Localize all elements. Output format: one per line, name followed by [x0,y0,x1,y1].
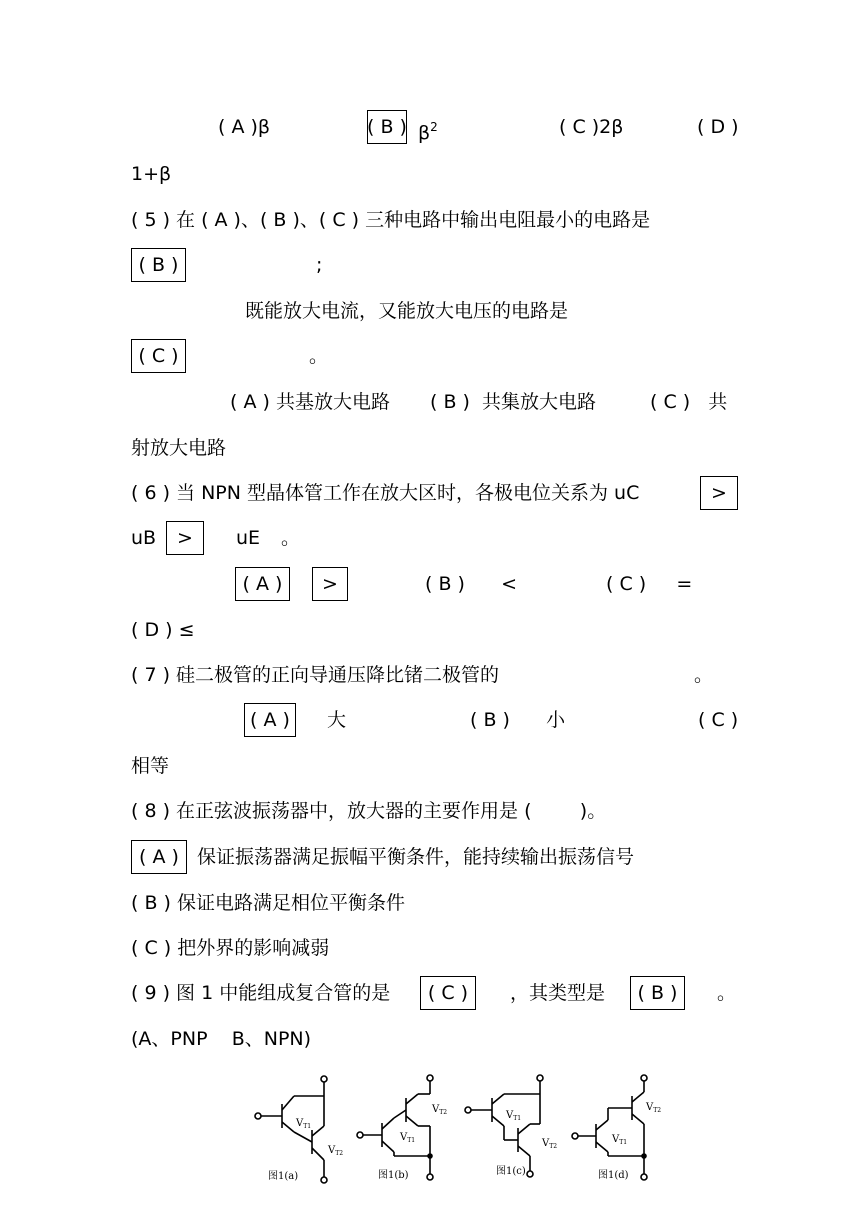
q8-option-c: ( C ) 把外界的影响减弱 [131,937,330,959]
q4-answer-box: ( B ) [367,110,407,144]
q5-option-c-cont: 射放大电路 [131,437,227,459]
q5-answer2-box: ( C ) [131,339,186,373]
figure-1d-label-t1: $V_{T1}$ [612,1134,628,1146]
q8-option-b-line [0,886,868,920]
q4-options-line [0,110,868,144]
q4-option-a: ( A )β [218,116,271,138]
q9-answer1-box: ( C ) [420,976,476,1010]
q5-answer1-line [0,248,868,282]
q4-option-c: ( C )2β [559,116,624,138]
figure-1a-label-t1: $V_{T1}$ [296,1118,312,1130]
figure-1-circuits [248,1068,668,1190]
q5-option-b: ( B ) 共集放大电路 [430,391,597,413]
q5-stem1: ( 5 ) 在 ( A )、( B )、( C ) 三种电路中输出电阻最小的电路是 [131,209,651,231]
q6-options-line [0,567,868,601]
q9-options: (A、PNP B、NPN) [131,1028,312,1050]
q6-stem-line [0,476,868,510]
q4-option-b-text: $\beta^2$ [418,120,438,144]
q4-option-d-cont: 1+β [131,163,172,185]
q8-option-c-line [0,931,868,965]
q9-stem: ( 9 ) 图 1 中能组成复合管的是 [131,982,391,1004]
q9-answer2-box: ( B ) [630,976,685,1010]
q9-mid: ，其类型是 [510,982,606,1004]
q7-option-a-box: ( A ) [244,703,296,737]
q6-end: 。 [281,527,301,549]
q6-option-a-box: ( A ) [235,567,290,601]
figure-1d-circuit [572,1075,647,1180]
q8-option-a-box: ( A ) [131,840,187,874]
q6-answer2-box: > [166,521,204,555]
figure-1b-circuit [357,1075,433,1180]
q6-ub: uB [131,527,157,549]
q8-option-a-text: 保证振荡器满足振幅平衡条件，能持续输出振荡信号 [197,846,635,868]
q5-option-a: ( A ) 共基放大电路 [230,391,390,413]
q6-option-d: ( D ) ≤ [131,619,195,641]
q8-option-b: ( B ) 保证电路满足相位平衡条件 [131,892,405,914]
q4-option-d: ( D ) [697,116,739,138]
q8-stem-line [0,794,868,828]
q9-stem-line [0,976,868,1010]
q5-option-c: ( C ) 共 [650,391,728,413]
q7-option-c-cont: 相等 [131,755,170,777]
q6-ue: uE [236,527,261,549]
q7-stem-line [0,658,868,692]
figure-1d-label-t2: $V_{T2}$ [646,1102,662,1114]
q6-answer1-box: > [700,476,738,510]
q5-stem2: 既能放大电流，又能放大电压的电路是 [245,300,569,322]
q7-option-b: ( B ) 小 [470,709,566,731]
figure-1b-label-t1: $V_{T1}$ [400,1132,416,1144]
q5-options-line [0,385,868,419]
q7-options-cont [0,749,868,783]
figure-1a-caption: 图1(a) [268,1171,299,1182]
q8-option-a-line [0,840,868,874]
q5-end2: 。 [309,345,329,367]
q6-option-c: ( C ) = [606,573,693,595]
q5-answer1-box: ( B ) [131,248,186,282]
q7-options-line [0,703,868,737]
q5-answer2-line [0,339,868,373]
q6-stem: ( 6 ) 当 NPN 型晶体管工作在放大区时，各极电位关系为 uC [131,482,640,504]
q9-end: 。 [717,982,737,1004]
q7-end: 。 [694,664,714,686]
figure-1b-label-t2: $V_{T2}$ [432,1104,448,1116]
q6-option-b: ( B ) < [425,573,518,595]
q6-options-cont [0,613,868,647]
figure-1d-caption: 图1(d) [598,1170,629,1181]
q4-options-cont [0,157,868,191]
figure-1c-label-t2: $V_{T2}$ [542,1138,558,1150]
figure-1c-caption: 图1(c) [496,1166,526,1177]
q5-options-cont [0,431,868,465]
q8-stem: ( 8 ) 在正弦波振荡器中，放大器的主要作用是 ( )。 [131,800,607,822]
q5-stem2-line [0,294,868,328]
q7-option-a-value: 大 [327,709,347,731]
q6-stem-cont [0,521,868,555]
q7-stem: ( 7 ) 硅二极管的正向导通压降比锗二极管的 [131,664,500,686]
figure-1b-caption: 图1(b) [378,1170,409,1181]
figure-1c-label-t1: $V_{T1}$ [506,1110,522,1122]
q5-stem-line [0,203,868,237]
figure-1a-circuit [255,1076,327,1183]
q9-options-line [0,1022,868,1056]
figure-1c-circuit [465,1075,543,1177]
q5-end1: ; [316,254,323,276]
q6-option-a-value: > [312,567,348,601]
figure-1a-label-t2: $V_{T2}$ [328,1145,344,1157]
q7-option-c: ( C ) [698,709,739,731]
